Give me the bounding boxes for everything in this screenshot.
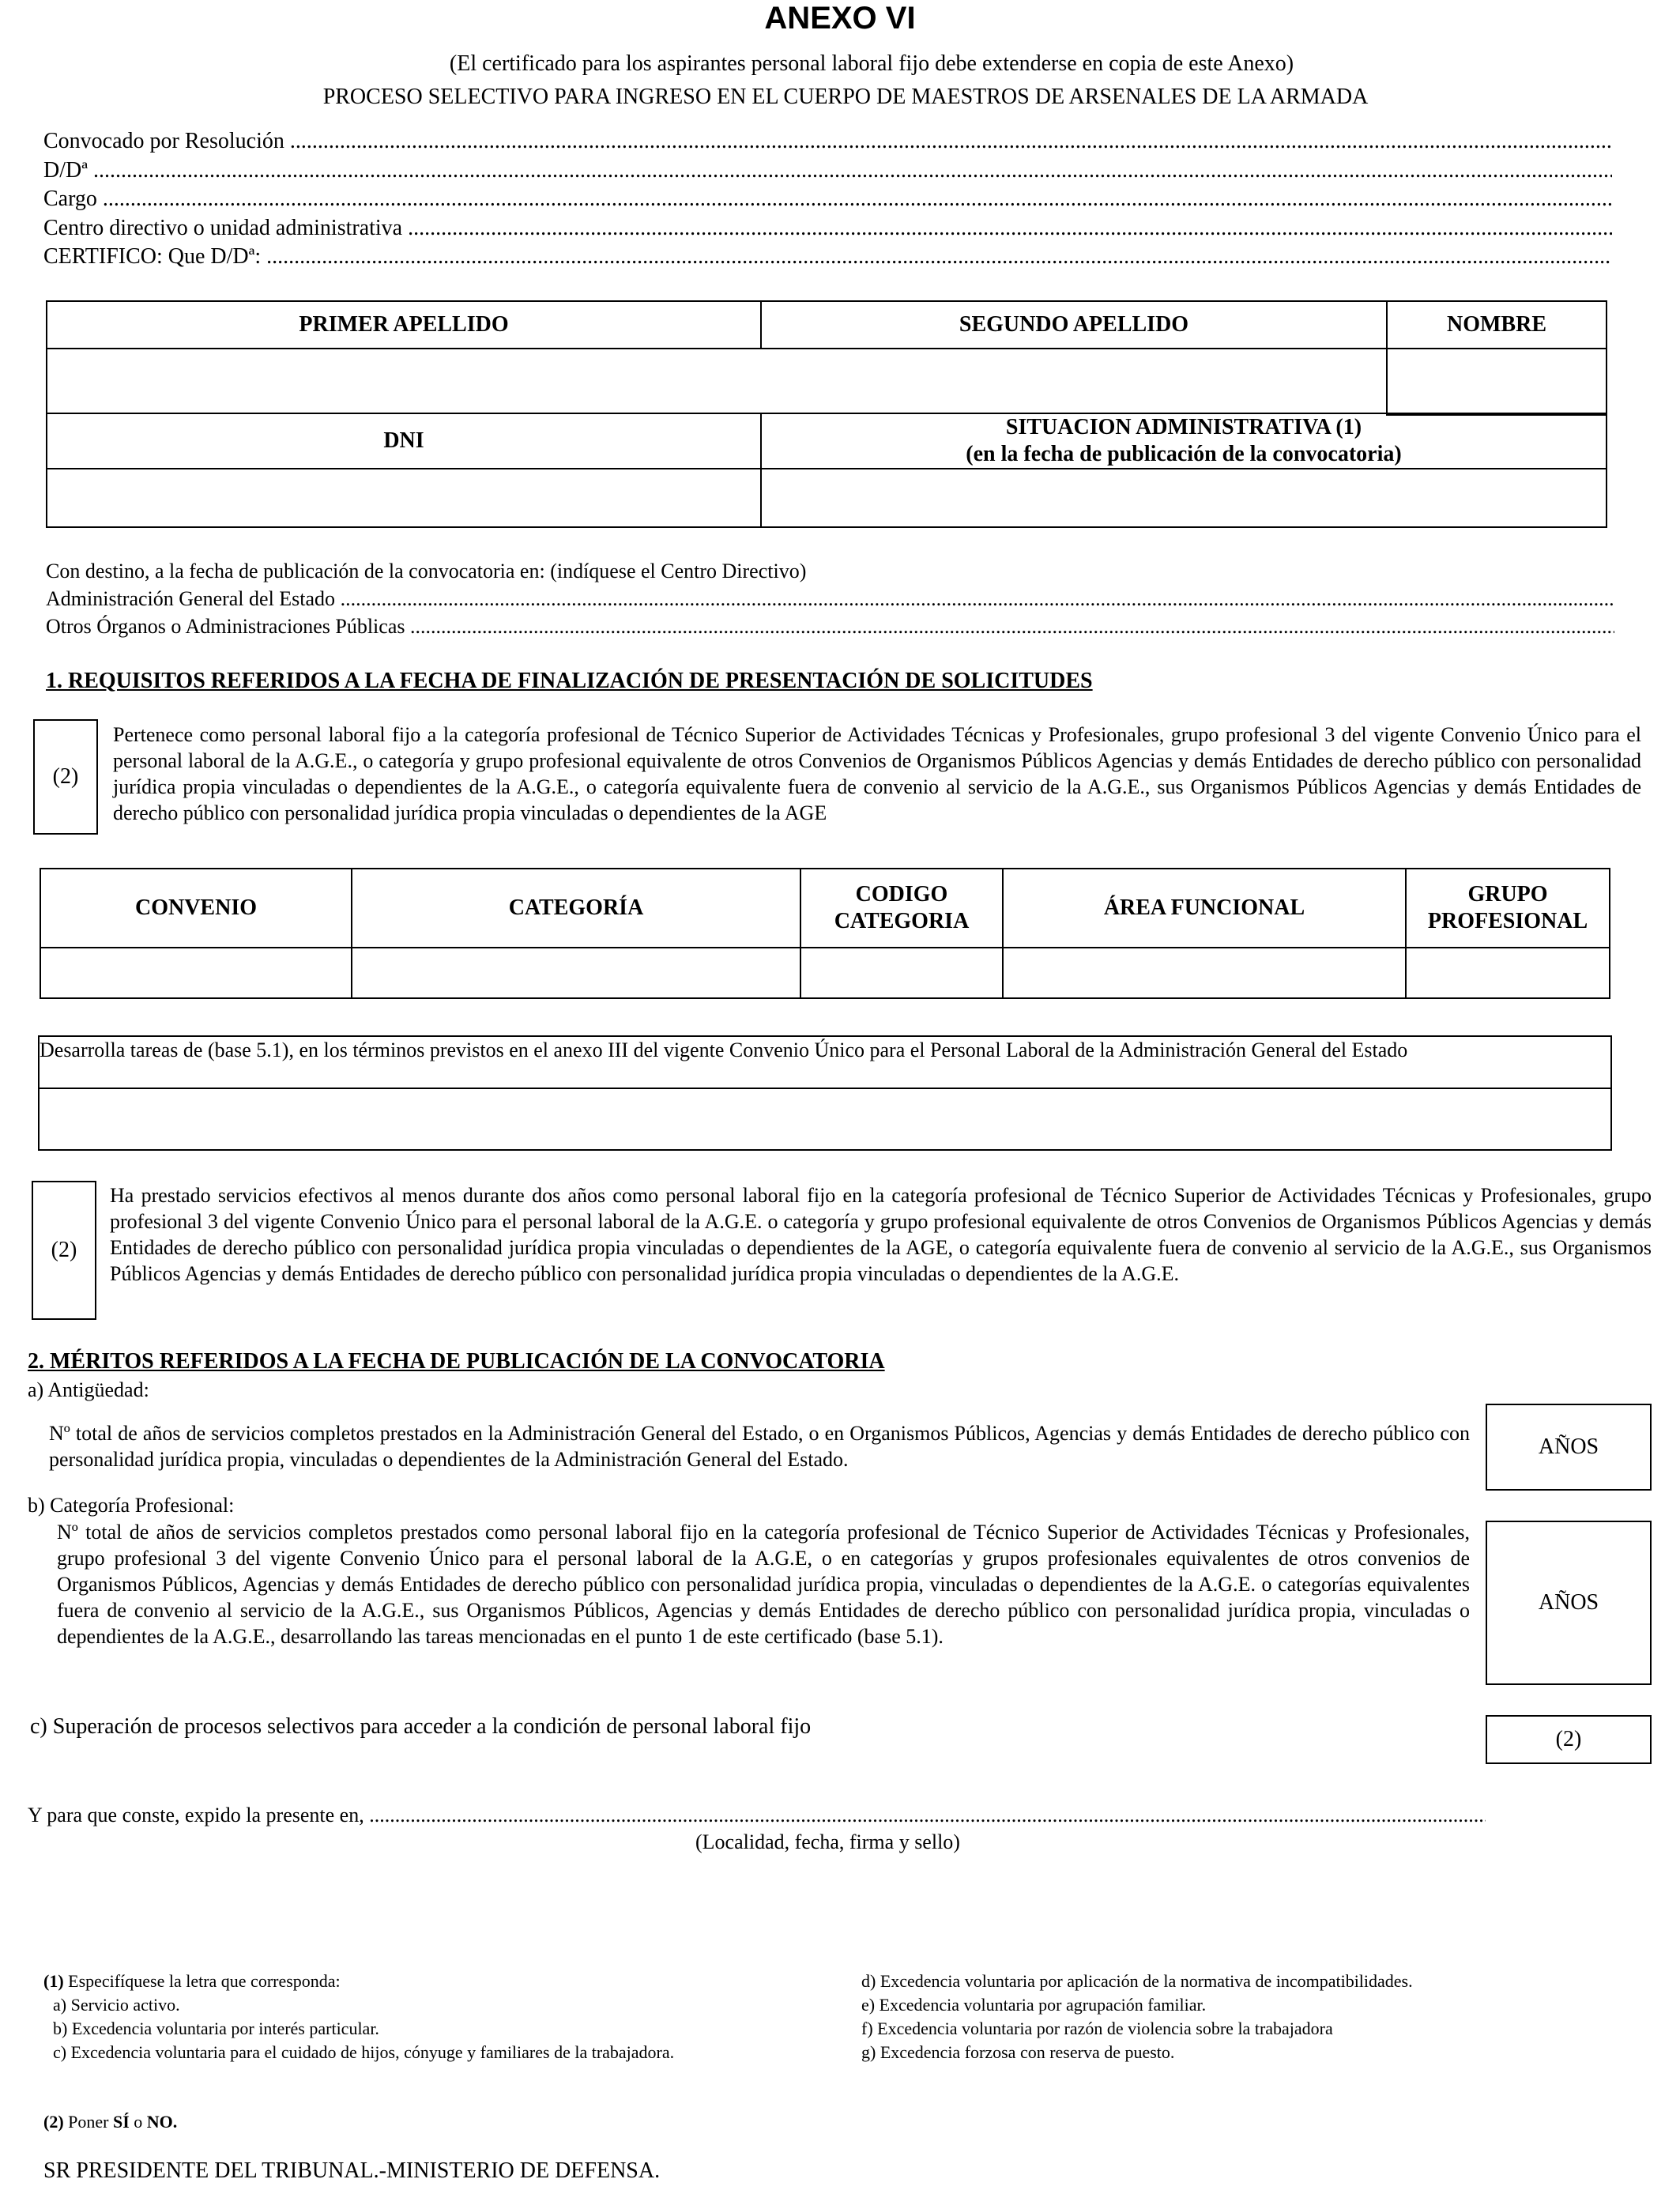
header-area-funcional: ÁREA FUNCIONAL [1002, 868, 1407, 948]
closing-sub: (Localidad, fecha, firma y sello) [695, 1830, 960, 1853]
tareas-box [38, 1035, 1612, 1151]
header-dni: DNI [46, 413, 762, 469]
header-categoria: CATEGORÍA [351, 868, 801, 948]
input-area-funcional[interactable] [1002, 947, 1407, 999]
header-grupo-profesional: GRUPO PROFESIONAL [1405, 868, 1610, 948]
footnote-1-c: c) Excedencia voluntaria para el cuidado de hijos, cónyuge y familiares de la trabajadora. [53, 2042, 675, 2062]
field-label: Administración General del Estado [46, 587, 336, 610]
header-primer-apellido: PRIMER APELLIDO [46, 300, 762, 349]
footnote-1-e: e) Excedencia voluntaria por agrupación familiar. [861, 1995, 1207, 2015]
section2-heading: 2. MÉRITOS REFERIDOS A LA FECHA DE PUBLICACIÓN DE LA CONVOCATORIA [28, 1349, 885, 1374]
field-centro[interactable] [43, 215, 1612, 242]
input-convenio[interactable] [40, 947, 352, 999]
field-label: Cargo [43, 187, 97, 211]
input-categoria[interactable] [351, 947, 801, 999]
input-anos-antiguedad[interactable]: AÑOS [1486, 1404, 1652, 1491]
input-apellidos[interactable] [46, 348, 1388, 416]
antiguedad-label: a) Antigüedad: [28, 1378, 149, 1401]
field-label: Otros Órganos o Administraciones Públicas [46, 615, 405, 638]
field-certifico[interactable] [43, 243, 1612, 270]
header-codigo-categoria: CODIGO CATEGORIA [800, 868, 1004, 948]
tareas-text: Desarrolla tareas de (base 5.1), en los términos previstos en el anexo III del vigente Convenio Único para el Personal Laboral de la Administración General del Estado [40, 1039, 1408, 1061]
categoria-text: Nº total de años de servicios completos prestados como personal laboral fijo en la categoría profesional de Técnico Superior de Actividades Técnicas y Profesionales, grupo profesional 3 del vigente Convenio Único para el personal laboral de la A.G.E, o en categorías y grupos profesionales equivalentes de otros convenios de Organismos Públicos, Agencias y demás Entidades de derecho público con personalidad jurídica propia, vinculadas o dependientes de la A.G.E. o categorías equivalentes fuera de convenio al servicio de la A.G.E., sus Organismos Públicos, Agencias y demás Entidades de derecho público con personalidad jurídica propia, vinculadas o dependientes de la A.G.E., desarrollando las tareas mencionadas en el punto 1 de este certificado (base 5.1). [57, 1521, 1470, 1648]
field-label: Centro directivo o unidad administrativa [43, 216, 403, 240]
field-dd[interactable] [43, 157, 1612, 184]
input-nombre[interactable] [1386, 348, 1607, 416]
header-segundo-apellido: SEGUNDO APELLIDO [760, 300, 1388, 349]
section1-heading: 1. REQUISITOS REFERIDOS A LA FECHA DE FINALIZACIÓN DE PRESENTACIÓN DE SOLICITUDES [46, 669, 1093, 693]
destino-intro: Con destino, a la fecha de publicación de la convocatoria en: (indíquese el Centro Directivo) [46, 560, 807, 582]
input-anos-categoria[interactable]: AÑOS [1486, 1521, 1652, 1685]
checkbox-superacion[interactable]: (2) [1486, 1715, 1652, 1764]
footnote-1-right [861, 1970, 1652, 2064]
footnote-2: (2) Poner SÍ o NO. [43, 2112, 178, 2132]
input-tareas[interactable] [40, 1089, 1610, 1149]
header-situacion: SITUACION ADMINISTRATIVA (1) (en la fecha de publicación de la convocatoria) [760, 413, 1607, 469]
footnote-1-a: a) Servicio activo. [53, 1995, 180, 2015]
checkbox-requisito-2[interactable]: (2) [32, 1181, 96, 1320]
field-label: Y para que conste, expido la presente en, [28, 1804, 364, 1826]
field-label: Convocado por Resolución [43, 129, 284, 153]
antiguedad-text: Nº total de años de servicios completos prestados en la Administración General del Estado, o en Organismos Públicos, Agencias y demás Entidades de derecho público con personalidad jurídica propia, vinculadas o dependientes de la Administración General del Estado. [49, 1422, 1470, 1471]
input-dni[interactable] [46, 468, 762, 528]
footnote-1-d: d) Excedencia voluntaria por aplicación de la normativa de incompatibilidades. [861, 1971, 1413, 1991]
field-label: CERTIFICO: Que D/Dª: [43, 244, 262, 269]
field-age[interactable] [46, 586, 1614, 612]
field-label: D/Dª [43, 158, 88, 183]
footnote-1-title: (1) Especifíquese la letra que corresponda: [43, 1971, 341, 1991]
footnote-1 [43, 1970, 778, 2064]
superacion-text: c) Superación de procesos selectivos para acceder a la condición de personal laboral fijo [30, 1714, 812, 1739]
field-cargo[interactable] [43, 186, 1612, 213]
header-convenio: CONVENIO [40, 868, 352, 948]
input-situacion[interactable] [760, 468, 1607, 528]
field-convocado[interactable] [43, 128, 1612, 155]
footnote-1-b: b) Excedencia voluntaria por interés particular. [53, 2019, 379, 2038]
footnote-1-f: f) Excedencia voluntaria por razón de violencia sobre la trabajadora [861, 2019, 1333, 2038]
checkbox-requisito-1[interactable]: (2) [33, 719, 98, 835]
field-expido[interactable] [28, 1802, 1486, 1828]
requisito-1-text: Pertenece como personal laboral fijo a la categoría profesional de Técnico Superior de Actividades Técnicas y Profesionales, grupo profesional 3 del vigente Convenio Único para el personal laboral de la A.G.E., o categoría y grupo profesional equivalente de otros Convenios de Organismos Públicos Agencias y demás Entidades de derecho público con personalidad jurídica propia vinculadas o dependientes de la A.G.E., o categoría equivalente fuera de convenio al servicio de la A.G.E., sus Organismos Públicos Agencias y demás Entidades de derecho público con personalidad jurídica propia vinculadas o dependientes de la AGE [113, 723, 1641, 824]
process-title: PROCESO SELECTIVO PARA INGRESO EN EL CUERPO DE MAESTROS DE ARSENALES DE LA ARMADA [322, 85, 1369, 109]
input-codigo-categoria[interactable] [800, 947, 1004, 999]
header-nombre: NOMBRE [1386, 300, 1607, 349]
page-subtitle: (El certificado para los aspirantes personal laboral fijo debe extenderse en copia de este Anexo) [449, 51, 1294, 76]
page-title: ANEXO VI [764, 1, 916, 36]
footnote-1-g: g) Excedencia forzosa con reserva de puesto. [861, 2042, 1175, 2062]
addressee: SR PRESIDENTE DEL TRIBUNAL.-MINISTERIO DE DEFENSA. [43, 2158, 661, 2183]
field-otros-organos[interactable] [46, 613, 1614, 639]
categoria-label: b) Categoría Profesional: [28, 1494, 235, 1517]
requisito-2-text: Ha prestado servicios efectivos al menos durante dos años como personal laboral fijo en la categoría profesional de Técnico Superior de Actividades Técnicas y Profesionales, grupo profesional 3 del vigente Convenio Único para el personal laboral de la A.G.E. o categoría y grupo profesional equivalente de otros Convenios de Organismos Públicos Agencias y demás Entidades de derecho público con personalidad jurídica propia vinculadas o dependientes de la AGE, o categoría equivalente fuera de convenio al servicio de la A.G.E., sus Organismos Públicos Agencias y demás Entidades de derecho público con personalidad jurídica propia vinculadas o dependientes de la A.G.E. [110, 1184, 1652, 1285]
input-grupo-profesional[interactable] [1405, 947, 1610, 999]
